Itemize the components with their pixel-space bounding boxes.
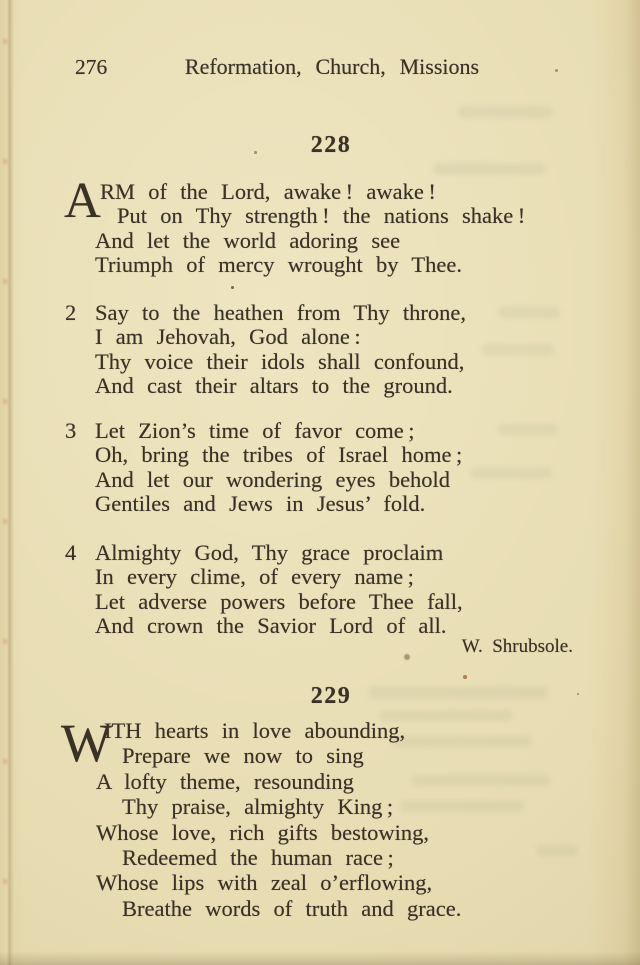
page-gutter-edge bbox=[0, 0, 14, 965]
stanza-number: 2 bbox=[65, 300, 77, 325]
hymn-228-stanza-4 bbox=[67, 541, 463, 639]
page-speck bbox=[463, 675, 467, 679]
page-speck bbox=[231, 286, 234, 289]
hymn-228-stanza-3 bbox=[67, 419, 462, 517]
hymn-line: Triumph of mercy wrought by Thee. bbox=[95, 252, 462, 278]
bleed-through bbox=[470, 468, 552, 479]
hymn-line: ITH hearts in love abounding, bbox=[104, 718, 406, 743]
dropcap-A: A bbox=[64, 173, 101, 229]
hymn-line: Thy voice their idols shall confound, bbox=[95, 348, 465, 374]
bleed-through bbox=[458, 106, 553, 118]
section-title: Reformation, Church, Missions bbox=[184, 54, 480, 79]
hymn-line: RM of the Lord, awake ! awake ! bbox=[100, 179, 436, 204]
hymn-line: Say to the heathen from Thy throne, bbox=[95, 300, 467, 325]
page-bottom-shadow bbox=[0, 951, 640, 965]
hymn-line: Almighty God, Thy grace proclaim bbox=[95, 540, 444, 565]
hymn-line: And cast their altars to the ground. bbox=[95, 373, 453, 399]
page-edge-shadow bbox=[624, 0, 640, 965]
hymn-229-stanza-1 bbox=[61, 713, 462, 921]
author-attribution: W. Shrubsole. bbox=[461, 636, 573, 657]
hymn-228-number: 228 bbox=[310, 132, 352, 158]
page-number: 276 bbox=[75, 55, 108, 79]
hymn-line: Prepare we now to sing bbox=[122, 743, 364, 769]
hymn-line: Gentiles and Jews in Jesus’ fold. bbox=[95, 491, 426, 517]
hymn-line: And crown the Savior Lord of all. bbox=[95, 613, 447, 639]
bleed-through bbox=[536, 845, 578, 856]
bleed-through bbox=[433, 163, 545, 175]
page-speck bbox=[577, 693, 579, 695]
dropcap-W: W bbox=[61, 713, 112, 773]
hymn-228-stanza-2 bbox=[67, 301, 466, 399]
hymn-line: Whose lips with zeal o’erflowing, bbox=[96, 870, 433, 896]
page-speck bbox=[254, 151, 257, 154]
hymn-line: Redeemed the human race ; bbox=[122, 845, 394, 871]
hymn-line: And let our wondering eyes behold bbox=[95, 466, 451, 492]
hymn-line: Breathe words of truth and grace. bbox=[122, 895, 462, 921]
page-speck bbox=[404, 654, 410, 660]
hymn-line: A lofty theme, resounding bbox=[96, 768, 354, 794]
stanza-number: 3 bbox=[65, 418, 77, 443]
hymn-line: Whose love, rich gifts bestowing, bbox=[96, 819, 430, 845]
bleed-through bbox=[482, 344, 554, 355]
hymn-line: Let Zion’s time of favor come ; bbox=[95, 418, 415, 443]
hymn-line: I am Jehovah, God alone : bbox=[95, 324, 361, 350]
stanza-number: 4 bbox=[65, 540, 77, 565]
hymn-line: Let adverse powers before Thee fall, bbox=[95, 588, 463, 614]
bleed-through bbox=[498, 424, 558, 435]
hymn-line: In every clime, of every name ; bbox=[95, 564, 414, 590]
page-speck bbox=[555, 69, 558, 72]
bleed-through bbox=[368, 686, 548, 699]
hymn-229-number: 229 bbox=[310, 683, 352, 709]
hymn-line: Thy praise, almighty King ; bbox=[122, 794, 394, 820]
hymn-line: Oh, bring the tribes of Israel home ; bbox=[95, 442, 463, 468]
hymn-line: Put on Thy strength ! the nations shake ! bbox=[117, 203, 526, 229]
hymn-line: And let the world adoring see bbox=[95, 227, 401, 253]
hymn-228-stanza-1 bbox=[64, 173, 526, 278]
bleed-through bbox=[498, 307, 560, 318]
